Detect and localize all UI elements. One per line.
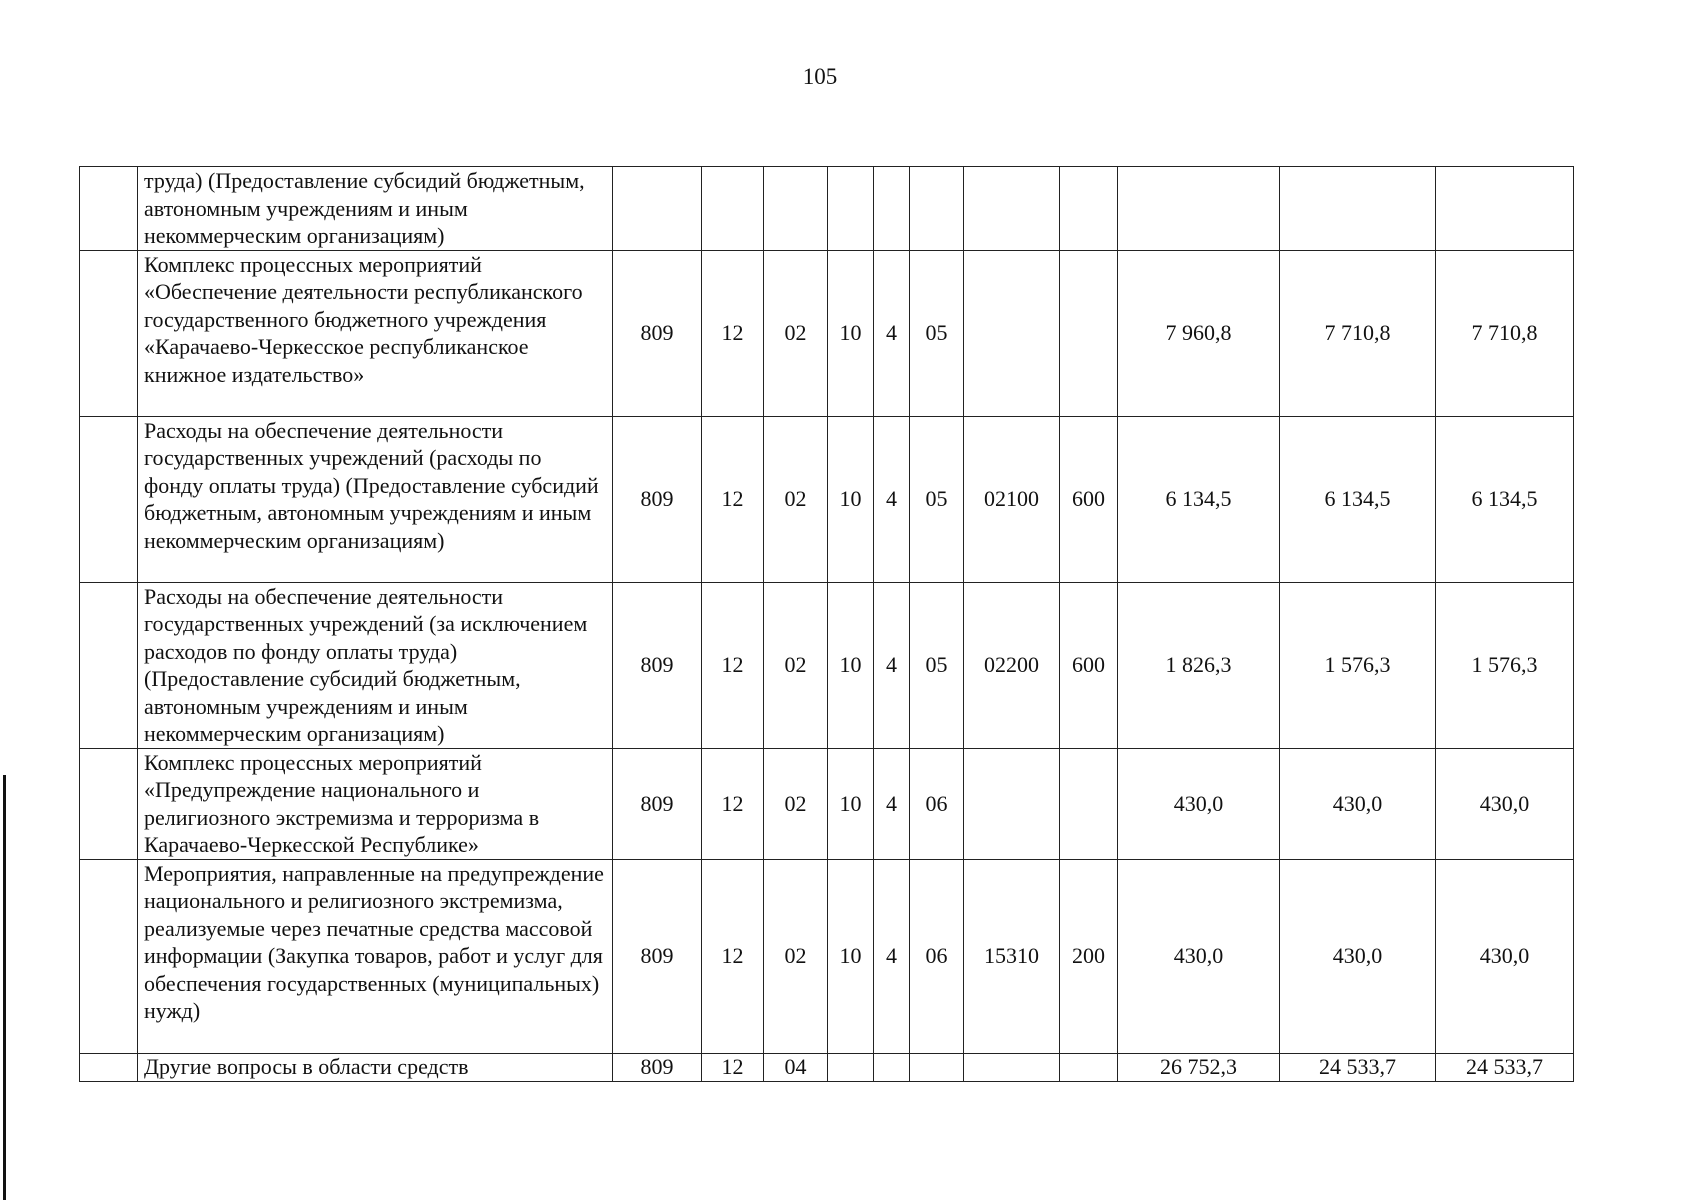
description-cell: труда) (Предоставление субсидий бюджетным, автономным учреждениям и иным некоммерческим организациям) (138, 167, 613, 251)
expense-type-cell: 600 (1060, 416, 1118, 582)
group-cell: 06 (910, 748, 964, 859)
direction-cell: 02100 (964, 416, 1060, 582)
subsection-cell: 02 (764, 582, 828, 748)
table-row (80, 582, 1574, 748)
amount-year1-cell: 6 134,5 (1118, 416, 1280, 582)
amount-year2-cell: 430,0 (1280, 748, 1436, 859)
expense-type-cell (1060, 250, 1118, 416)
amount-year2-cell: 24 533,7 (1280, 1053, 1436, 1081)
description-cell: Комплекс процессных мероприятий «Обеспечение деятельности республиканского государственного бюджетного учреждения «Карачаево-Черкесское республиканское книжное издательство» (138, 250, 613, 416)
row-number-cell (80, 748, 138, 859)
admin-code-cell (613, 167, 702, 251)
section-cell: 12 (702, 250, 764, 416)
description-cell: Комплекс процессных мероприятий «Предупреждение национального и религиозного экстремизма и терроризма в Карачаево-Черкесской Республике» (138, 748, 613, 859)
section-cell: 12 (702, 582, 764, 748)
group-cell (910, 167, 964, 251)
admin-code-cell: 809 (613, 582, 702, 748)
table-row (80, 748, 1574, 859)
expense-type-cell (1060, 167, 1118, 251)
page-number: 105 (802, 64, 838, 89)
group-cell: 05 (910, 582, 964, 748)
section-cell: 12 (702, 748, 764, 859)
table-row (80, 250, 1574, 416)
row-number-cell (80, 859, 138, 1053)
table-row (80, 859, 1574, 1053)
program-cell: 10 (828, 250, 874, 416)
program-cell: 10 (828, 416, 874, 582)
admin-code-cell: 809 (613, 1053, 702, 1081)
type-cell: 4 (874, 748, 910, 859)
amount-year1-cell: 7 960,8 (1118, 250, 1280, 416)
row-number-cell (80, 167, 138, 251)
expense-type-cell: 600 (1060, 582, 1118, 748)
program-cell (828, 167, 874, 251)
section-cell: 12 (702, 416, 764, 582)
amount-year2-cell: 7 710,8 (1280, 250, 1436, 416)
description-cell: Мероприятия, направленные на предупреждение национального и религиозного экстремизма, реализуемые через печатные средства массовой информации (Закупка товаров, работ и услуг для обеспечения государственных (муниципальных) нужд) (138, 859, 613, 1053)
amount-year3-cell: 1 576,3 (1436, 582, 1574, 748)
table-row (80, 167, 1574, 251)
amount-year1-cell: 26 752,3 (1118, 1053, 1280, 1081)
amount-year1-cell: 430,0 (1118, 748, 1280, 859)
table-row (80, 416, 1574, 582)
admin-code-cell: 809 (613, 859, 702, 1053)
program-cell: 10 (828, 582, 874, 748)
subsection-cell: 02 (764, 748, 828, 859)
group-cell (910, 1053, 964, 1081)
amount-year1-cell (1118, 167, 1280, 251)
description-cell: Другие вопросы в области средств (138, 1053, 613, 1081)
row-number-cell (80, 416, 138, 582)
subsection-cell (764, 167, 828, 251)
direction-cell: 02200 (964, 582, 1060, 748)
group-cell: 05 (910, 416, 964, 582)
direction-cell (964, 167, 1060, 251)
admin-code-cell: 809 (613, 748, 702, 859)
type-cell (874, 167, 910, 251)
expense-type-cell: 200 (1060, 859, 1118, 1053)
description-cell: Расходы на обеспечение деятельности государственных учреждений (за исключением расходов по фонду оплаты труда) (Предоставление субсидий бюджетным, автономным учреждениям и иным некоммерческим организациям) (138, 582, 613, 748)
admin-code-cell: 809 (613, 416, 702, 582)
amount-year2-cell: 430,0 (1280, 859, 1436, 1053)
subsection-cell: 02 (764, 250, 828, 416)
scan-edge-mark (3, 775, 6, 1200)
subsection-cell: 02 (764, 859, 828, 1053)
direction-cell (964, 250, 1060, 416)
expense-type-cell (1060, 748, 1118, 859)
row-number-cell (80, 250, 138, 416)
type-cell: 4 (874, 859, 910, 1053)
amount-year3-cell (1436, 167, 1574, 251)
subsection-cell: 04 (764, 1053, 828, 1081)
budget-table (79, 166, 1574, 1082)
amount-year3-cell: 24 533,7 (1436, 1053, 1574, 1081)
type-cell: 4 (874, 250, 910, 416)
amount-year3-cell: 430,0 (1436, 859, 1574, 1053)
section-cell: 12 (702, 859, 764, 1053)
group-cell: 05 (910, 250, 964, 416)
type-cell: 4 (874, 416, 910, 582)
direction-cell (964, 1053, 1060, 1081)
amount-year1-cell: 1 826,3 (1118, 582, 1280, 748)
program-cell: 10 (828, 748, 874, 859)
amount-year2-cell (1280, 167, 1436, 251)
amount-year2-cell: 6 134,5 (1280, 416, 1436, 582)
table-row (80, 1053, 1574, 1081)
admin-code-cell: 809 (613, 250, 702, 416)
amount-year1-cell: 430,0 (1118, 859, 1280, 1053)
amount-year3-cell: 430,0 (1436, 748, 1574, 859)
subsection-cell: 02 (764, 416, 828, 582)
row-number-cell (80, 1053, 138, 1081)
type-cell (874, 1053, 910, 1081)
amount-year3-cell: 6 134,5 (1436, 416, 1574, 582)
direction-cell (964, 748, 1060, 859)
expense-type-cell (1060, 1053, 1118, 1081)
amount-year2-cell: 1 576,3 (1280, 582, 1436, 748)
type-cell: 4 (874, 582, 910, 748)
program-cell (828, 1053, 874, 1081)
amount-year3-cell: 7 710,8 (1436, 250, 1574, 416)
section-cell: 12 (702, 1053, 764, 1081)
section-cell (702, 167, 764, 251)
program-cell: 10 (828, 859, 874, 1053)
row-number-cell (80, 582, 138, 748)
group-cell: 06 (910, 859, 964, 1053)
description-cell: Расходы на обеспечение деятельности государственных учреждений (расходы по фонду оплаты труда) (Предоставление субсидий бюджетным, автономным учреждениям и иным некоммерческим организациям) (138, 416, 613, 582)
direction-cell: 15310 (964, 859, 1060, 1053)
